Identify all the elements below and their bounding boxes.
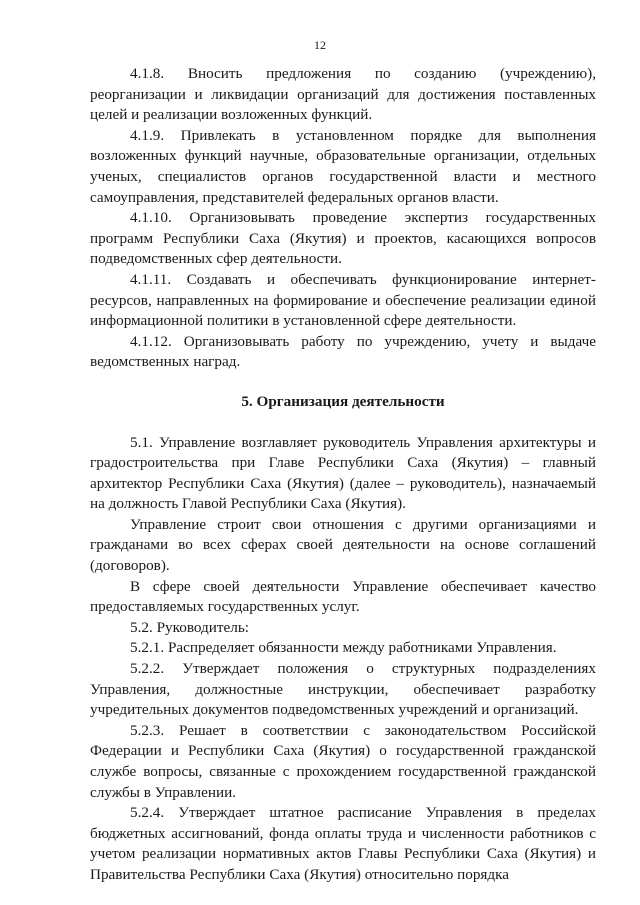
paragraph: 4.1.10. Организовывать проведение экспертиз государственных программ Республики Саха (Якутия) и проектов, касающихся вопросов подведомственных сфер деятельности.: [90, 209, 596, 268]
section-heading: 5. Организация деятельности: [241, 392, 445, 410]
paragraph: 5.2.4. Утверждает штатное расписание Управления в пределах бюджетных ассигнований, фонда оплаты труда и численности работников с учетом реализации нормативных актов Главы Республики Саха (Якутия) и Правительства Республики Саха (Якутия) относительно порядка: [90, 804, 596, 883]
document-body: [90, 64, 596, 886]
page-number: 12: [314, 38, 326, 52]
paragraph: 4.1.11. Создавать и обеспечивать функционирование интернет-ресурсов, направленных на формирование и обеспечение реализации единой информационной политики в установленной сфере деятельности.: [90, 270, 596, 330]
paragraph: 4.1.9. Привлекать в установленном порядке для выполнения возложенных функций научные, образовательные организации, отдельных ученых, специалистов органов государственной власти и местного самоуправления, представителей федеральных органов власти.: [90, 126, 596, 206]
paragraph: 5.2.3. Решает в соответствии с законодательством Российской Федерации и Республики Саха (Якутия) о государственной гражданской службе вопросы, связанные с прохождением государственной гражданской службы в Управлении.: [90, 721, 596, 801]
paragraph: 5.2.1. Распределяет обязанности между работниками Управления.: [130, 639, 557, 657]
paragraph: В сфере своей деятельности Управление обеспечивает качество предоставляемых государственных услуг.: [90, 577, 596, 616]
paragraph: 5.2. Руководитель:: [130, 618, 249, 636]
paragraph: 4.1.8. Вносить предложения по созданию (учреждению), реорганизации и ликвидации организаций для достижения поставленных целей и реализации возложенных функций.: [90, 65, 596, 124]
paragraph: 5.1. Управление возглавляет руководитель Управления архитектуры и градостроительства при Главе Республики Саха (Якутия) – главный архитектор Республики Саха (Якутия) (далее – руководитель), назначаемый на должность Главой Республики Саха (Якутия).: [90, 433, 596, 513]
paragraph: 4.1.12. Организовывать работу по учреждению, учету и выдаче ведомственных наград.: [90, 332, 596, 371]
paragraph: 5.2.2. Утверждает положения о структурных подразделениях Управления, должностные инструкции, обеспечивает разработку учредительных документов подведомственных учреждений и организаций.: [90, 660, 596, 719]
paragraph: Управление строит свои отношения с другими организациями и гражданами во всех сферах своей деятельности на основе соглашений (договоров).: [90, 515, 596, 575]
